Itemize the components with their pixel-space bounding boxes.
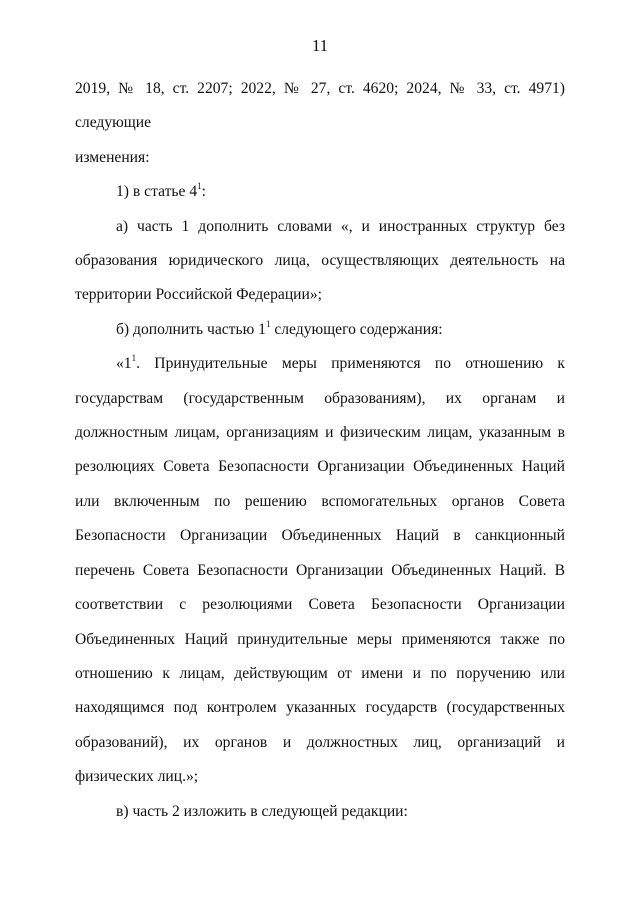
paragraph-article-end: : [201, 183, 206, 201]
paragraph-part-v: в) часть 2 изложить в следующей редакции: [116, 802, 408, 820]
paragraph-article-text: 1) в статье 4 [116, 183, 198, 201]
paragraph-part-b [75, 313, 565, 347]
superscript-mark: 1 [131, 353, 137, 364]
paragraph-part-a: а) часть 1 дополнить словами «, и иностранных структур без образования юридического лица, осуществляющих деятельность на территории Российской Федерации»; [75, 217, 565, 304]
quote-open: «1 [116, 355, 132, 373]
paragraph-part-b-text: б) дополнить частью 1 [116, 320, 266, 338]
page-number: 11 [311, 36, 329, 55]
superscript-mark: 1 [197, 181, 202, 192]
paragraph-article-4-1 [75, 175, 565, 209]
superscript-mark: 1 [265, 318, 271, 329]
paragraph-continuation-line1: 2019, № 18, ст. 2207; 2022, № 27, ст. 4620; 2024, № 33, ст. 4971) следующие [75, 80, 565, 132]
paragraph-part-b-end: следующего содержания: [270, 320, 443, 338]
new-part-text: . Принудительные меры применяются по отношению к государствам (государственным образованиям), их органам и должностным лицам, организациям и физическим лицам, указанным в резолюциях Совета Безопасности Организации Объединенных Наций или включенным по решению вспомогательных органов Совета Безопасности Организации Объединенных Наций в санкционный перечень Совета Безопасности Организации Объединенных Наций. В соответствии с резолюциями Совета Безопасности Организации Объединенных Наций принудительные меры применяются также по отношению к лицам, действующим от имени и по поручению или находящимся под контролем указанных государств (государственных образований), их органов и должностных лиц, организаций и физических лиц.»; [75, 355, 565, 786]
paragraph-new-part-1-1 [75, 347, 565, 794]
paragraph-continuation-line2: изменения: [75, 148, 150, 166]
document-body [75, 72, 565, 829]
